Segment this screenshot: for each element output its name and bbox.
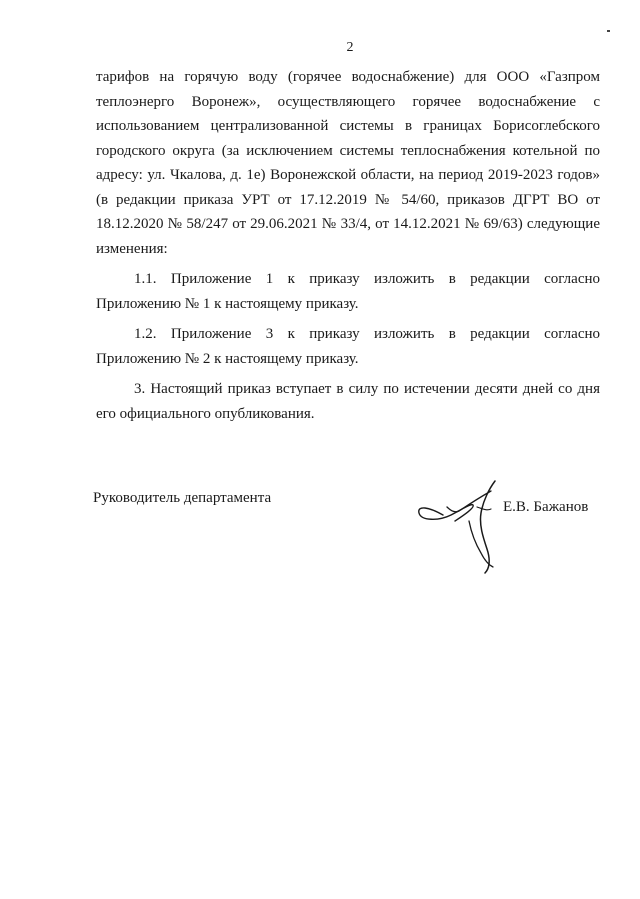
paragraph-continuation: тарифов на горячую воду (горячее водоснабжение) для ООО «Газпром теплоэнерго Воронеж», осуществляющего горячее водоснабжение с использованием централизованной системы в границах Борисоглебского городского округа (за исключением системы теплоснабжения котельной по адресу: ул. Чкалова, д. 1е) Воронежской области, на период 2019-2023 годов» (в редакции приказа УРТ от 17.12.2019 № 54/60, приказов ДГРТ ВО от 18.12.2020 № 58/247 от 29.06.2021 № 33/4, от 14.12.2021 № 69/63) следующие изменения: xyxy=(96,69,600,257)
item-1-2: 1.2. Приложение 3 к приказу изложить в редакции согласно Приложению № 2 к настоящему приказу. xyxy=(96,326,600,367)
document-body xyxy=(96,65,600,426)
scan-mark xyxy=(607,30,610,32)
signatory-name: Е.В. Бажанов xyxy=(503,499,589,515)
item-3: 3. Настоящий приказ вступает в силу по истечении десяти дней со дня его официального опубликования. xyxy=(96,381,600,422)
signatory-position: Руководитель департамента xyxy=(93,490,272,506)
item-1-1: 1.1. Приложение 1 к приказу изложить в редакции согласно Приложению № 1 к настоящему приказу. xyxy=(96,271,600,312)
page-number: 2 xyxy=(346,40,354,55)
handwritten-signature xyxy=(411,477,521,577)
signature-block xyxy=(93,477,603,587)
